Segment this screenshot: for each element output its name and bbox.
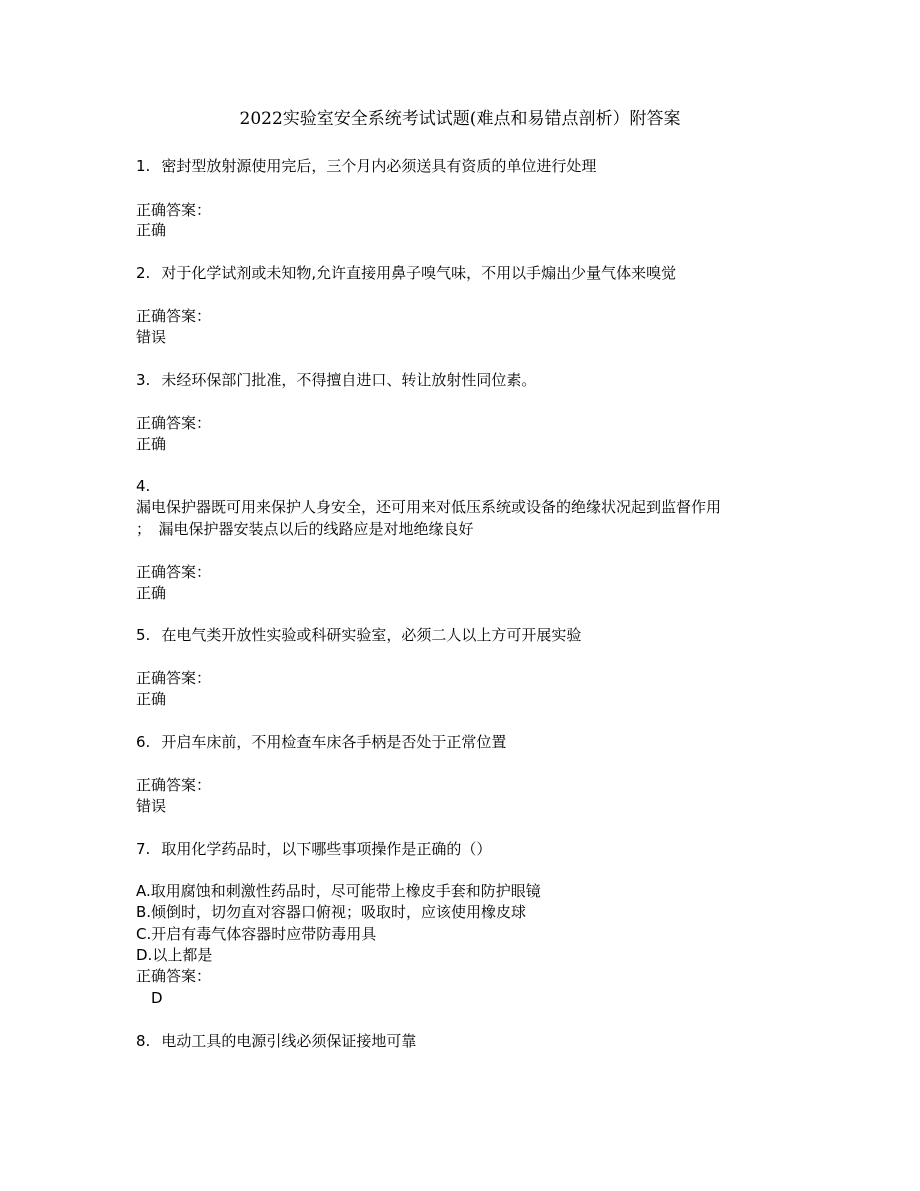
answer-label: 正确答案： (136, 414, 212, 432)
answer-label: 正确答案： (136, 669, 212, 687)
question-number: 3. (136, 371, 151, 389)
question-number: 7. (136, 840, 151, 858)
question-3 (136, 370, 536, 391)
question-number: 6. (136, 733, 151, 751)
answer-value: 错误 (136, 797, 167, 815)
question-text: 开启车床前，不用检查车床各手柄是否处于正常位置 (161, 733, 507, 751)
question-text: 取用化学药品时，以下哪些事项操作是正确的（） (161, 840, 492, 858)
option-a: A.取用腐蚀和刺激性药品时，尽可能带上橡皮手套和防护眼镜 (136, 882, 541, 900)
question-number: 4. (136, 477, 151, 495)
option-c: C.开启有毒气体容器时应带防毒用具 (136, 925, 377, 943)
question-text: 电动工具的电源引线必须保证接地可靠 (161, 1032, 417, 1050)
answer-label: 正确答案： (136, 201, 212, 219)
answer-label: 正确答案： (136, 307, 212, 325)
question-5 (136, 625, 581, 646)
answer-label: 正确答案： (136, 776, 212, 794)
option-b: B.倾倒时，切勿直对容器口俯视；吸取时，应该使用橡皮球 (136, 903, 527, 921)
answer-value: D (151, 989, 163, 1007)
answer-label: 正确答案： (136, 967, 212, 985)
question-6 (136, 732, 506, 753)
question-1 (136, 156, 596, 177)
question-number: 5. (136, 626, 151, 644)
question-text: 在电气类开放性实验或科研实验室，必须二人以上方可开展实验 (161, 626, 582, 644)
answer-value: 正确 (136, 690, 167, 708)
answer-label: 正确答案： (136, 563, 212, 581)
question-text: 对于化学试剂或未知物,允许直接用鼻子嗅气味，不用以手煽出少量气体来嗅觉 (161, 264, 677, 282)
question-number: 1. (136, 157, 151, 175)
question-number: 8. (136, 1032, 151, 1050)
answer-value: 正确 (136, 584, 167, 602)
question-text-line-2: ； 漏电保护器安装点以后的线路应是对地绝缘良好 (136, 520, 474, 538)
answer-value: 错误 (136, 328, 167, 346)
question-number: 2. (136, 264, 151, 282)
question-text-line-1: 漏电保护器既可用来保护人身安全，还可用来对低压系统或设备的绝缘状况起到监督作用 (136, 498, 722, 516)
option-d: D.以上都是 (136, 946, 213, 964)
answer-value: 正确 (136, 221, 167, 239)
question-2 (136, 263, 676, 284)
question-8 (136, 1031, 416, 1052)
question-text: 未经环保部门批准，不得擅自进口、转让放射性同位素。 (161, 371, 537, 389)
question-text: 密封型放射源使用完后，三个月内必须送具有资质的单位进行处理 (161, 157, 597, 175)
question-7 (136, 839, 491, 860)
answer-value: 正确 (136, 435, 167, 453)
document-title: 2022实验室安全系统考试试题(难点和易错点剖析）附答案 (239, 109, 681, 129)
